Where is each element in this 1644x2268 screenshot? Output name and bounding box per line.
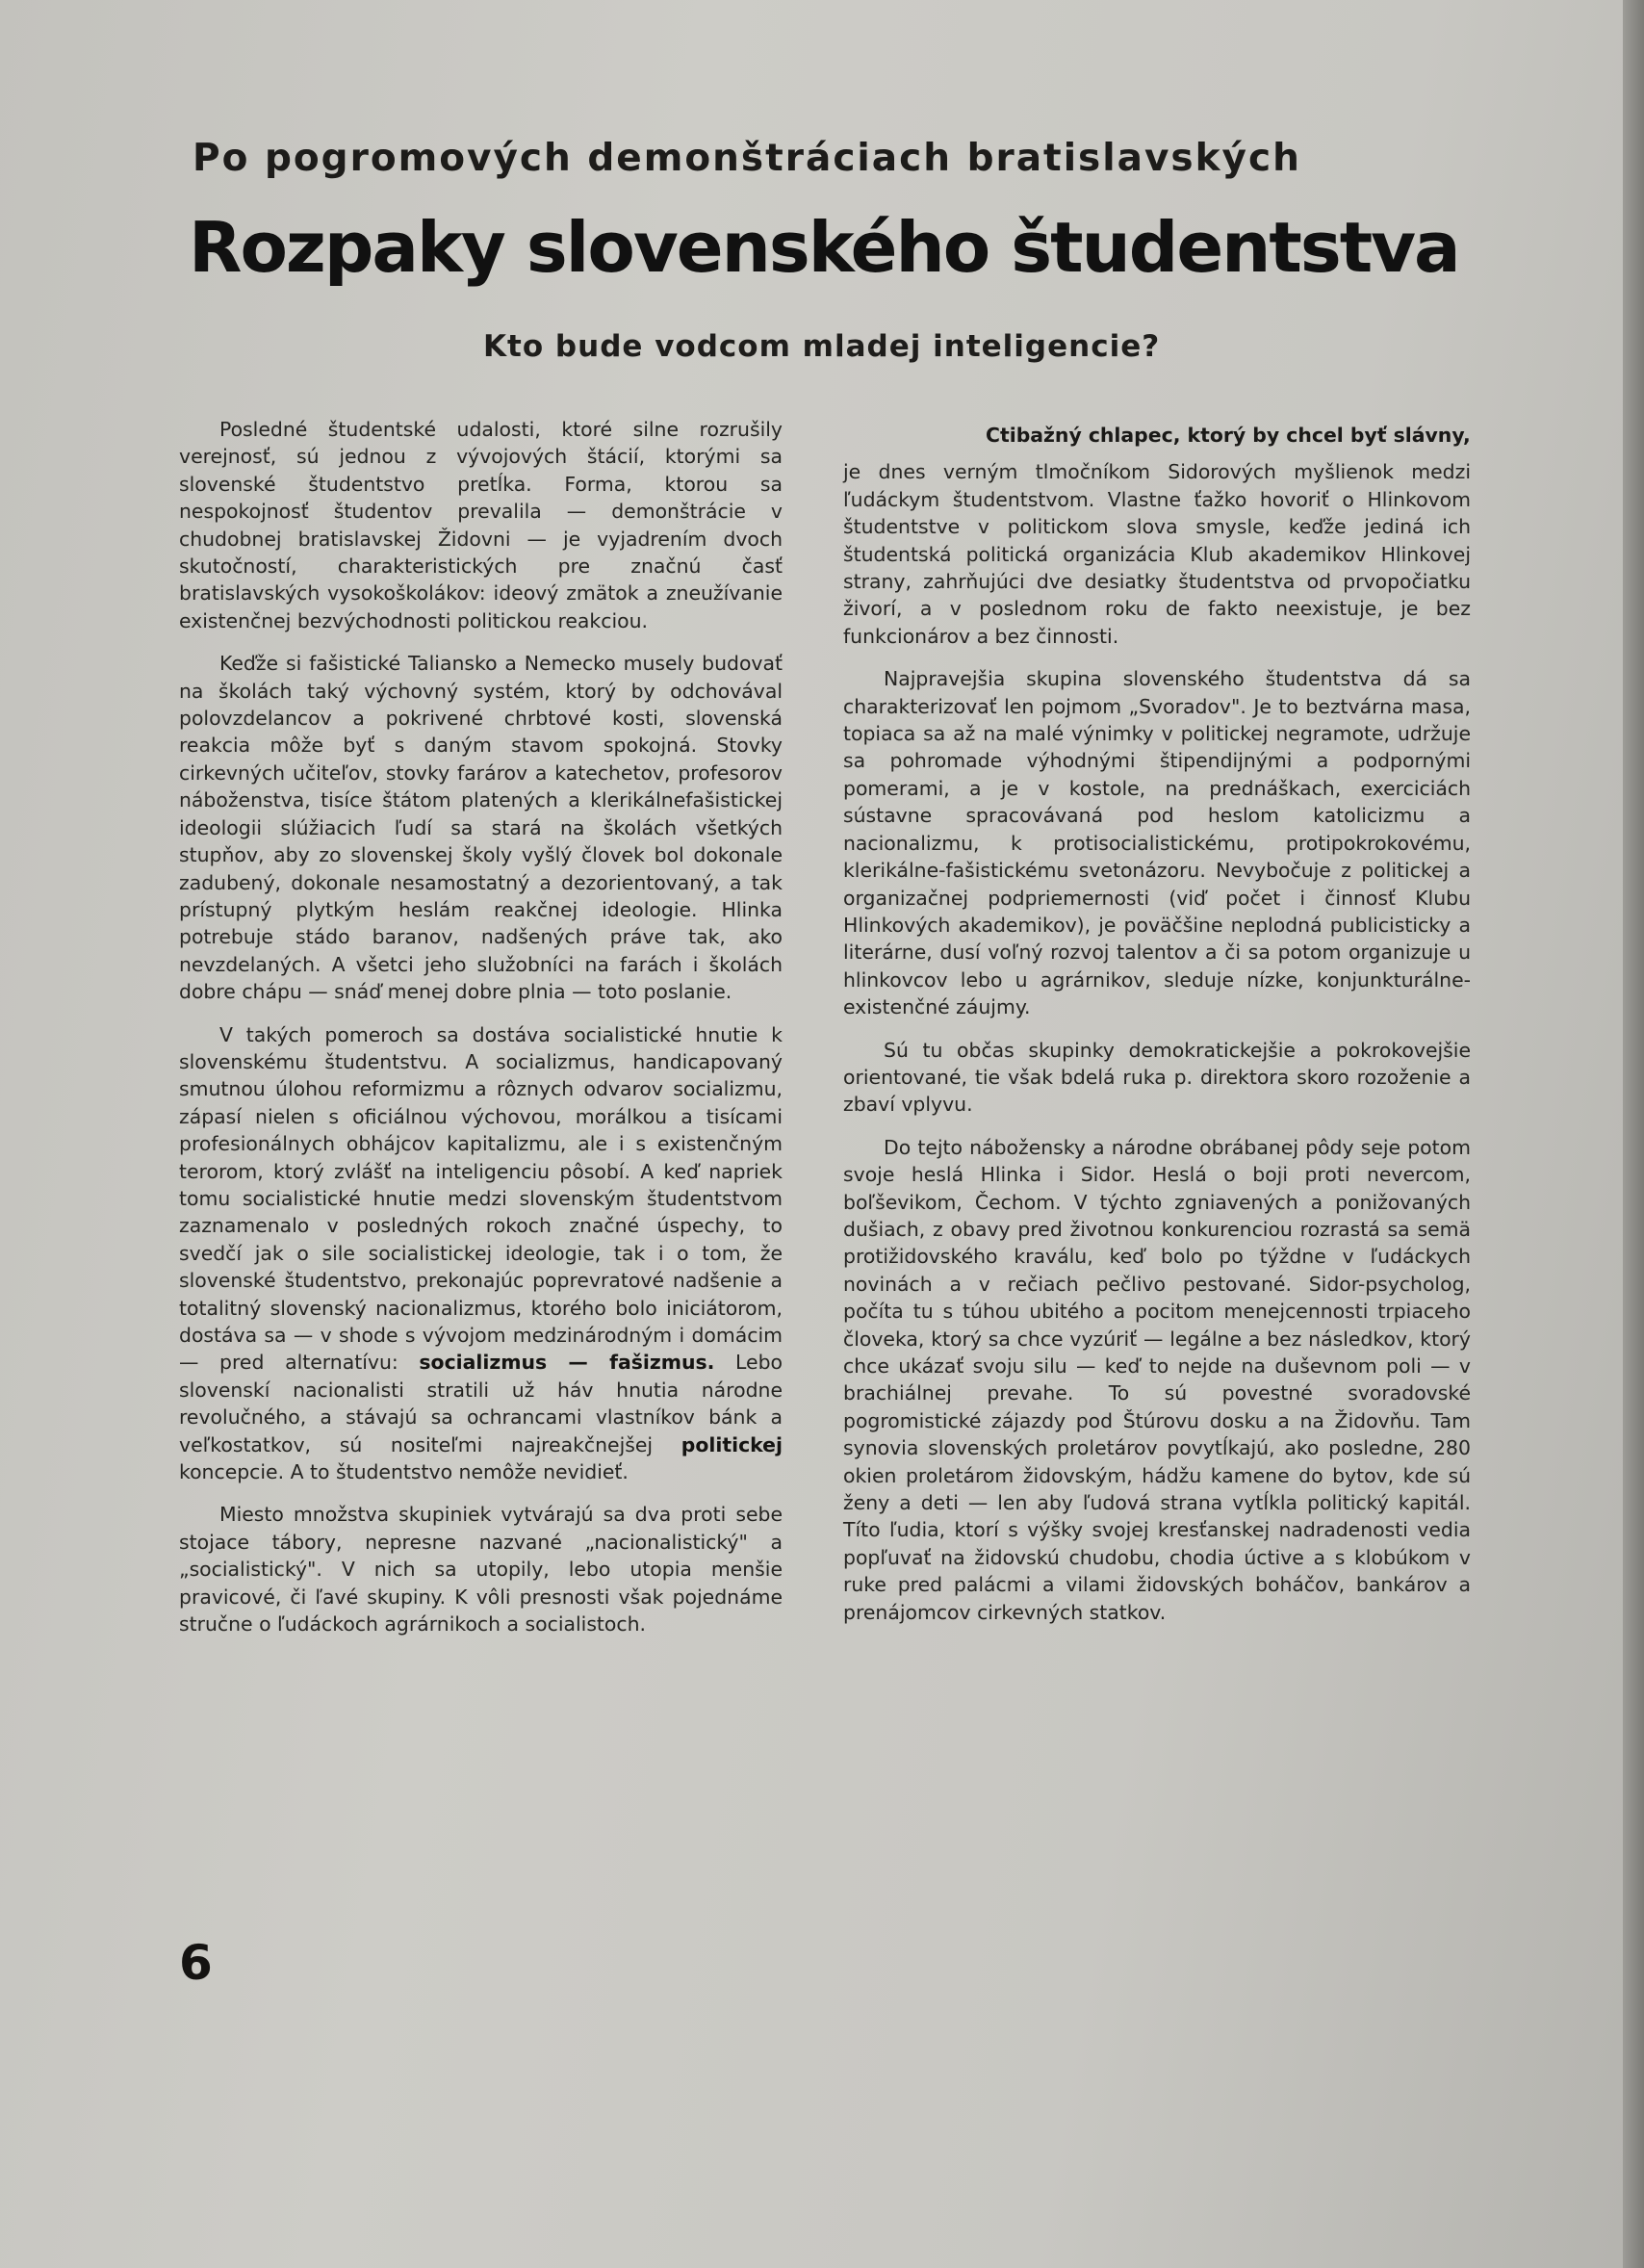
paragraph: Keďže si fašistické Taliansko a Nemecko musely budovať na školách taký výchovný systém, ktorý by odchovával polovzdelancov a pokrivené chrbtové kosti, slovenská reakcia môže byť s daným stavom spokojná. Stovky cirkevných učiteľov, stovky farárov a katechetov, profesorov náboženstva, tisíce štátom platených a klerikálnefašistickej ideologii slúžiacich ľudí sa stará na školách všetkých stupňov, aby zo slovenskej školy vyšlý človek bol dokonale zadubený, dokonale nesamostatný a dezorientovaný, a tak prístupný plytkým heslám reakčnej ideologie. Hlinka potrebuje stádo baranov, nadšených práve tak, ako nevzdelaných. A všetci jeho služobníci na farách i školách dobre chápu — snáď menej dobre plnia — toto poslanie. <box>179 652 783 1004</box>
page-spine-shadow <box>1623 0 1644 2268</box>
paragraph: Najpravejšia skupina slovenského študentstva dá sa charakterizovať len pojmom „Svoradov". Je to beztvárna masa, topiaca sa až na malé výnimky v politickej negramote, udržuje sa pohromade výhodnými štipendijnými a podpornými pomerami, a je v kostole, na prednáškach, exerciciách sústavne spracovávaná pod heslom katolicizmu a nacionalizmu, k protisocialistickému, protipokrokovému, klerikálne-fašistickému svetonázoru. Nevybočuje z politickej a organizačnej podpriemernosti (viď počet i činnosť Klubu Hlinkových akademikov), je poväčšine neplodná publicisticky a literárne, dusí voľný rozvoj talentov a či sa potom organizuje u hlinkovcov lebo u agrárnikov, sleduje nízke, konjunkturálne-existenčné záujmy. <box>843 667 1471 1019</box>
paragraph-text: Lebo slovenskí nacionalisti stratili už háv hnutia národne revolučného, a stávajú sa ochrancami vlastníkov bánk a veľkostatkov, sú nositeľmi najreakčnejšej <box>179 1351 783 1456</box>
article-subtitle: Kto bude vodcom mladej inteligencie? <box>483 329 1161 364</box>
bold-phrase: socializmus — fašizmus. <box>419 1351 715 1375</box>
paragraph: Posledné študentské udalosti, ktoré silne rozrušily verejnosť, sú jednou z vývojových štácií, ktorými sa slovenské študentstvo pretĺka. Forma, ktorou sa nespokojnosť študentov prevalila — demonštrácie v chudobnej bratislavskej Židovni — je vyjadrením dvoch skutočností, charakteristických pre značnú časť bratislavských vysokoškolákov: ideový zmätok a zneužívanie existenčnej bezvýchodnosti politickou reakciou. <box>179 418 783 632</box>
paragraph: Miesto množstva skupiniek vytvárajú sa dva proti sebe stojace tábory, nepresne nazvané „nacionalistický" a „socialistický". V nich sa utopily, lebo utopia menšie pravicové, či ľavé skupiny. K vôli presnosti však pojednáme stručne o ľudáckoch agrárnikoch a socialistoch. <box>179 1503 783 1637</box>
paragraph <box>179 1021 783 1486</box>
kicker-line: Po pogromových demonštráciach bratislavských <box>193 137 1301 180</box>
crosshead: Ctibažný chlapec, ktorý by chcel byť slávny, <box>986 424 1471 447</box>
bold-phrase: politickej <box>681 1432 783 1456</box>
paragraph-text: koncepcie. A to študentstvo nemôže nevidieť. <box>179 1460 629 1484</box>
paragraph: Sú tu občas skupinky demokratickejšie a pokrokovejšie orientované, tie však bdelá ruka p. direktora skoro rozoženie a zbaví vplyvu. <box>843 1038 1471 1117</box>
left-column <box>179 416 783 1653</box>
paragraph: je dnes verným tlmočníkom Sidorových myšlienok medzi ľudáckym študentstvom. Vlastne ťažko hovoriť o Hlinkovom študentstve v politickom slova smysle, keďže jediná ich študentská politická organizácia Klub akademikov Hlinkovej strany, zahrňujúci dve desiatky študentstva od prvopočiatku živorí, a v poslednom roku de fakto neexistuje, je bez funkcionárov a bez činnosti. <box>843 460 1471 648</box>
article-headline: Rozpaky slovenského študentstva <box>189 207 1459 288</box>
paragraph-text: V takých pomeroch sa dostáva socialistické hnutie k slovenskému študentstvu. A socializmus, handicapovaný smutnou úlohou reformizmu a rôznych odvarov socializmu, zápasí nielen s oficiálnou výchovou, morálkou a tisícami profesionálnych obhájcov kapitalizmu, ale i s existenčným terorom, ktorý zvlášť na inteligenciu pôsobí. A keď napriek tomu socialistické hnutie medzi slovenským študentstvom zaznamenalo v posledných rokoch značné úspechy, to svedčí jak o sile socialistickej ideologie, tak i o tom, že slovenské študentstvo, prekonajúc poprevratové nadšenie a totalitný slovenský nacionalizmus, ktorého bolo iniciátorom, dostáva sa — v shode s vývojom medzinárodným i domácim — pred alternatívu: <box>179 1022 783 1375</box>
right-column <box>843 416 1471 1641</box>
page-number: 6 <box>179 1935 213 1991</box>
paragraph: Do tejto nábožensky a národne obrábanej pôdy seje potom svoje heslá Hlinka i Sidor. Heslá o boji proti nevercom, boľševikom, Čechom. V týchto zgniavených a ponižovaných dušiach, z obavy pred životnou konkurenciou rozrastá sa semä protižidovského kraválu, keď bolo po týždne v ľudáckych novinách a v rečiach pečlivo pestované. Sidor-psycholog, počíta tu s túhou ubitého a pocitom menejcennosti trpiaceho človeka, ktorý sa chce vyzúriť — legálne a bez následkov, ktorý chce ukázať svoju silu — keď to nejde na duševnom poli — v brachiálnej prevahe. To sú povestné svoradovské pogromistické zájazdy pod Štúrovu dosku a na Židovňu. Tam synovia slovenských proletárov povytĺkajú, ako posledne, 280 okien proletárom židovským, hádžu kamene do bytov, kde sú ženy a deti — len aby ľudová strana vytĺkla politický kapitál. Títo ľudia, ktorí s výšky svojej kresťanskej nadradenosti vedia popľuvať na židovskú chudobu, chodia úctive a s klobúkom v ruke pred palácmi a vilami židovských boháčov, bankárov a prenájomcov cirkevných statkov. <box>843 1135 1471 1624</box>
